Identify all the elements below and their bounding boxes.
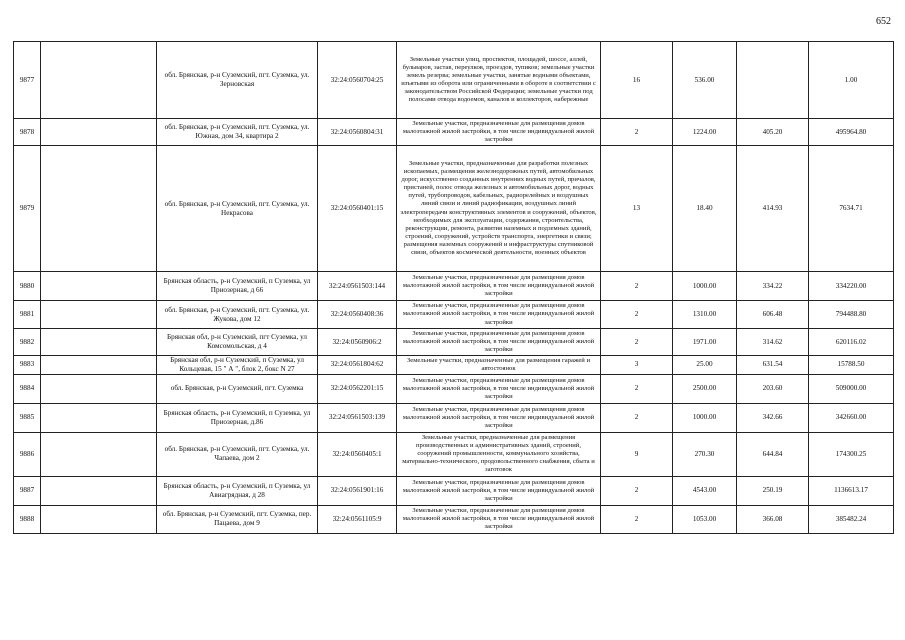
group-cell: 2 [601,119,673,146]
row-number: 9887 [14,476,41,505]
cadastral-number-cell: 32:24:0560704:25 [318,42,397,119]
land-use-cell: Земельные участки, предназначенные для размещения домов малоэтажной жилой застройки, в том числе индивидуальной жилой застройки [397,374,601,403]
row-number: 9882 [14,329,41,356]
table-row [14,272,894,301]
value-cell: 620116.02 [809,329,894,356]
row-number: 9881 [14,301,41,329]
blank-cell [41,329,157,356]
group-cell: 16 [601,42,673,119]
table-row [14,42,894,119]
land-use-cell: Земельные участки, предназначенные для размещения домов малоэтажной жилой застройки, в том числе индивидуальной жилой застройки [397,403,601,432]
table-row [14,119,894,146]
area-cell: 270.30 [673,432,737,476]
group-cell: 2 [601,476,673,505]
blank-cell [41,42,157,119]
land-use-cell: Земельные участки, предназначенные для размещения домов малоэтажной жилой застройки, в том числе индивидуальной жилой застройки [397,119,601,146]
land-use-cell: Земельные участки, предназначенные для размещения гаражей и автостоянок [397,356,601,375]
group-cell: 2 [601,301,673,329]
blank-cell [41,374,157,403]
area-cell: 4543.00 [673,476,737,505]
area-cell: 2500.00 [673,374,737,403]
row-number: 9877 [14,42,41,119]
cadastral-table [13,41,894,534]
value-cell: 794488.80 [809,301,894,329]
area-cell: 1971.00 [673,329,737,356]
area-cell: 536.00 [673,42,737,119]
cadastral-number-cell: 32:24:0560401:15 [318,146,397,272]
address-cell: Брянская область, р-н Суземский, п Суземка, ул Авиагрядная, д 28 [157,476,318,505]
blank-cell [41,432,157,476]
blank-cell [41,301,157,329]
area-cell: 1000.00 [673,403,737,432]
page-number: 652 [876,16,891,27]
rate-cell: 631.54 [737,356,809,375]
land-use-cell: Земельные участки, предназначенные для размещения домов малоэтажной жилой застройки, в том числе индивидуальной жилой застройки [397,329,601,356]
value-cell: 385482.24 [809,505,894,533]
address-cell: Брянская обл, р-н Суземский, п Суземка, ул Кольцевая, 15 " А ", блок 2, бокс N 27 [157,356,318,375]
address-cell: обл. Брянская, р-н Суземский, пгт. Суземка, ул. Некрасова [157,146,318,272]
table-row [14,146,894,272]
value-cell: 334220.00 [809,272,894,301]
row-number: 9886 [14,432,41,476]
cadastral-number-cell: 32:24:0561804:62 [318,356,397,375]
table-row [14,476,894,505]
blank-cell [41,119,157,146]
blank-cell [41,403,157,432]
row-number: 9878 [14,119,41,146]
cadastral-number-cell: 32:24:0561503:139 [318,403,397,432]
area-cell: 18.40 [673,146,737,272]
rate-cell: 644.84 [737,432,809,476]
cadastral-number-cell: 32:24:0560906:2 [318,329,397,356]
group-cell: 2 [601,403,673,432]
table-row [14,301,894,329]
cadastral-number-cell: 32:24:0561503:144 [318,272,397,301]
table-row [14,403,894,432]
cadastral-number-cell: 32:24:0560804:31 [318,119,397,146]
table-row [14,374,894,403]
rate-cell: 342.66 [737,403,809,432]
row-number: 9879 [14,146,41,272]
blank-cell [41,476,157,505]
rate-cell: 314.62 [737,329,809,356]
address-cell: Брянская обл, р-н Суземский, пгт Суземка, ул Комсомольская, д 4 [157,329,318,356]
value-cell: 1136613.17 [809,476,894,505]
area-cell: 25.00 [673,356,737,375]
row-number: 9883 [14,356,41,375]
area-cell: 1224.00 [673,119,737,146]
group-cell: 13 [601,146,673,272]
table-row [14,505,894,533]
table-row [14,356,894,375]
area-cell: 1000.00 [673,272,737,301]
row-number: 9880 [14,272,41,301]
row-number: 9888 [14,505,41,533]
group-cell: 2 [601,505,673,533]
cadastral-number-cell: 32:24:0560408:36 [318,301,397,329]
land-use-cell: Земельные участки, предназначенные для размещения домов малоэтажной жилой застройки, в том числе индивидуальной жилой застройки [397,272,601,301]
group-cell: 2 [601,272,673,301]
area-cell: 1053.00 [673,505,737,533]
blank-cell [41,356,157,375]
group-cell: 2 [601,329,673,356]
address-cell: обл. Брянская, р-н Суземский, пгт. Суземка, пер. Пацаева, дом 9 [157,505,318,533]
cadastral-number-cell: 32:24:0561105:9 [318,505,397,533]
blank-cell [41,505,157,533]
rate-cell: 366.08 [737,505,809,533]
rate-cell: 405.20 [737,119,809,146]
group-cell: 3 [601,356,673,375]
value-cell: 1.00 [809,42,894,119]
rate-cell [737,42,809,119]
value-cell: 509000.00 [809,374,894,403]
value-cell: 342660.00 [809,403,894,432]
table-row [14,329,894,356]
row-number: 9884 [14,374,41,403]
rate-cell: 414.93 [737,146,809,272]
address-cell: обл. Брянская, р-н Суземский, пгт. Суземка, ул. Чапаева, дом 2 [157,432,318,476]
value-cell: 7634.71 [809,146,894,272]
address-cell: Брянская область, р-н Суземский, п Суземка, ул Приозерная, д 66 [157,272,318,301]
area-cell: 1310.00 [673,301,737,329]
land-use-cell: Земельные участки, предназначенные для размещения производственных и административных зданий, строений, сооружений промышленности, коммунального хозяйства, материально-технического, продовольственного снабжения, сбыта и заготовок [397,432,601,476]
cadastral-number-cell: 32:24:0562201:15 [318,374,397,403]
rate-cell: 203.60 [737,374,809,403]
land-use-cell: Земельные участки, предназначенные для разработки полезных ископаемых, размещения железнодорожных путей, автомобильных дорог, искусственно созданных внутренних водных путей, причалов, пристаней, полос отвода железных и автомобильных дорог, водных путей, трубопроводов, кабельных, радиорелейных и воздушных линий связи и линий радиофикации, воздушных линий электропередачи конструктивных элементов и сооружений, объектов, необходимых для эксплуатации, содержания, строительства, реконструкции, ремонта, развития наземных и подземных зданий, строений, сооружений, устройств транспорта, энергетики и связи; размещения наземных сооружений и инфраструктуры спутниковой связи, объектов космической деятельности, военных объектов [397,146,601,272]
land-use-cell: Земельные участки, предназначенные для размещения домов малоэтажной жилой застройки, в том числе индивидуальной жилой застройки [397,505,601,533]
rate-cell: 250.19 [737,476,809,505]
group-cell: 2 [601,374,673,403]
address-cell: обл. Брянская, р-н Суземский, пгт. Суземка [157,374,318,403]
land-use-cell: Земельные участки, предназначенные для размещения домов малоэтажной жилой застройки, в том числе индивидуальной жилой застройки [397,476,601,505]
address-cell: обл. Брянская, р-н Суземский, пгт. Суземка, ул. Южная, дом 34, квартира 2 [157,119,318,146]
group-cell: 9 [601,432,673,476]
address-cell: обл. Брянская, р-н Суземский, пгт. Суземка, ул. Зерновская [157,42,318,119]
table-row [14,432,894,476]
rate-cell: 606.48 [737,301,809,329]
cadastral-number-cell: 32:24:0561901:16 [318,476,397,505]
value-cell: 15788.50 [809,356,894,375]
value-cell: 174300.25 [809,432,894,476]
cadastral-number-cell: 32:24:0560405:1 [318,432,397,476]
blank-cell [41,272,157,301]
blank-cell [41,146,157,272]
value-cell: 495964.80 [809,119,894,146]
land-use-cell: Земельные участки, предназначенные для размещения домов малоэтажной жилой застройки, в том числе индивидуальной жилой застройки [397,301,601,329]
land-use-cell: Земельные участки улиц, проспектов, площадей, шоссе, аллей, бульваров, застав, переулков, проездов, тупиков; земельные участки земель резерва; земельные участки, занятые водными объектами, изъятыми из оборота или ограниченными в обороте в соответствии с законодательством Российской Федерации; земельные участки под полосами отвода водоемов, каналов и коллекторов, набережные [397,42,601,119]
rate-cell: 334.22 [737,272,809,301]
row-number: 9885 [14,403,41,432]
address-cell: обл. Брянская, р-н Суземский, пгт. Суземка, ул. Жукова, дом 12 [157,301,318,329]
address-cell: Брянская область, р-н Суземский, п Суземка, ул Приозерная, д.86 [157,403,318,432]
